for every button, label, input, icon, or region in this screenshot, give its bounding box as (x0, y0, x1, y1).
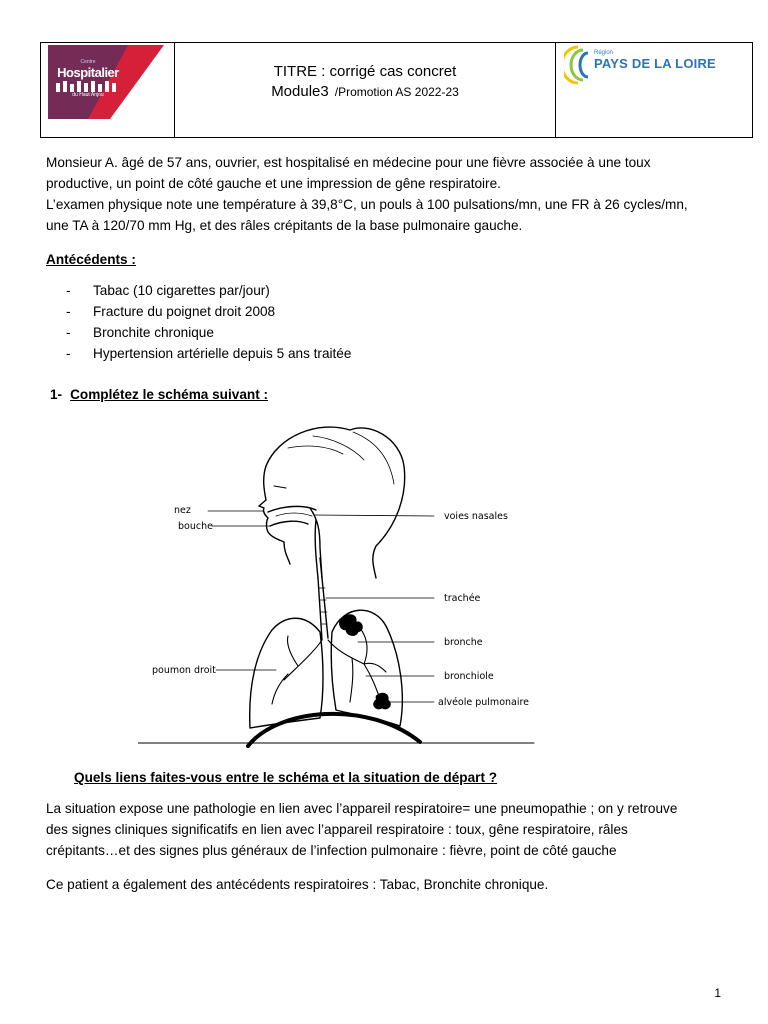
list-item: - Tabac (10 cigarettes par/jour) (66, 283, 270, 298)
right-lung (250, 618, 323, 728)
header-title-cell (175, 43, 556, 137)
question-1-number: 1- (50, 387, 63, 402)
eye (274, 486, 286, 488)
bronchiole-cluster-icon (339, 615, 362, 636)
hospital-logo-line3: du Haut Anjou (72, 92, 104, 98)
trachea-outline (318, 558, 328, 640)
answer-line: des signes cliniques significatifs en lien avec l’appareil respiratoire : toux, gêne respiratoire, râles (46, 822, 628, 837)
label-bouche: bouche (178, 521, 213, 532)
answer-line: crépitants…et des signes plus généraux de l’infection pulmonaire : fièvre, point de côté gauche (46, 843, 617, 858)
intro-line: Monsieur A. âgé de 57 ans, ouvrier, est hospitalisé en médecine pour une fièvre associée à une toux (46, 155, 651, 170)
face-profile (259, 466, 290, 564)
header-region-cell (556, 43, 752, 137)
antecedents-list (66, 280, 351, 364)
diaphragm (248, 714, 420, 746)
bronchi (272, 628, 386, 704)
header-table (40, 42, 753, 138)
list-item-text: Tabac (10 cigarettes par/jour) (93, 283, 270, 298)
answer-paragraph (46, 798, 736, 861)
list-item-text: Fracture du poignet droit 2008 (93, 304, 276, 319)
list-item-text: Bronchite chronique (93, 325, 214, 340)
list-item: - Hypertension artérielle depuis 5 ans traitée (66, 346, 352, 361)
alveole-cluster-icon (374, 693, 391, 709)
intro-line: L’examen physique note une température à 39,8°C, un pouls à 100 pulsations/mn, une FR à 26 cycles/mn, (46, 197, 688, 212)
list-item: - Fracture du poignet droit 2008 (66, 304, 276, 319)
hospital-logo (48, 45, 164, 119)
region-logo (564, 45, 754, 95)
antecedents-heading: Antécédents : (46, 252, 136, 267)
leader-voies-nasales (314, 515, 434, 516)
label-bronchiole: bronchiole (444, 671, 494, 682)
list-item: - Bronchite chronique (66, 325, 214, 340)
respiratory-system-diagram (138, 408, 538, 748)
promotion-label: /Promotion AS 2022-23 (334, 85, 459, 99)
label-poumon-droit: poumon droit (152, 665, 216, 676)
nasal-cavity (268, 506, 316, 512)
region-name: PAYS DE LA LOIRE (594, 56, 716, 71)
intro-line: productive, un point de côté gauche et une impression de gêne respiratoire. (46, 176, 501, 191)
question-1 (50, 384, 268, 405)
page-number: 1 (714, 986, 721, 1000)
question-1-label: Complétez le schéma suivant : (70, 387, 269, 402)
answer-paragraph-2: Ce patient a également des antécédents respiratoires : Tabac, Bronchite chronique. (46, 877, 549, 892)
label-trachee: trachée (444, 593, 481, 604)
hospital-logo-line2: Hospitalier (57, 65, 119, 80)
palate (276, 513, 312, 516)
label-nez: nez (174, 505, 191, 516)
answer-line: La situation expose une pathologie en lien avec l’appareil respiratoire= une pneumopathie ; on y retrouve (46, 801, 678, 816)
label-bronche: bronche (444, 637, 483, 648)
oral-cavity (270, 521, 308, 526)
document-title: TITRE : corrigé cas concret (273, 63, 457, 80)
intro-line: une TA à 120/70 mm Hg, et des râles crépitants de la base pulmonaire gauche. (46, 218, 523, 233)
hospital-logo-line1: Centre (80, 59, 96, 65)
module-name: Module3 (271, 83, 329, 100)
hair-strokes (288, 432, 394, 484)
question-2: Quels liens faites-vous entre le schéma et la situation de départ ? (74, 770, 498, 785)
header-logo-cell (41, 43, 175, 137)
module-line (175, 83, 555, 100)
hospital-logo-icon (48, 45, 164, 119)
pharynx (310, 508, 322, 578)
label-voies-nasales: voies nasales (444, 511, 508, 522)
case-introduction (46, 152, 736, 236)
list-item-text: Hypertension artérielle depuis 5 ans traitée (93, 346, 352, 361)
label-alveole: alvéole pulmonaire (438, 697, 530, 708)
region-logo-arcs-icon (564, 45, 592, 85)
region-label: Région (594, 50, 614, 56)
